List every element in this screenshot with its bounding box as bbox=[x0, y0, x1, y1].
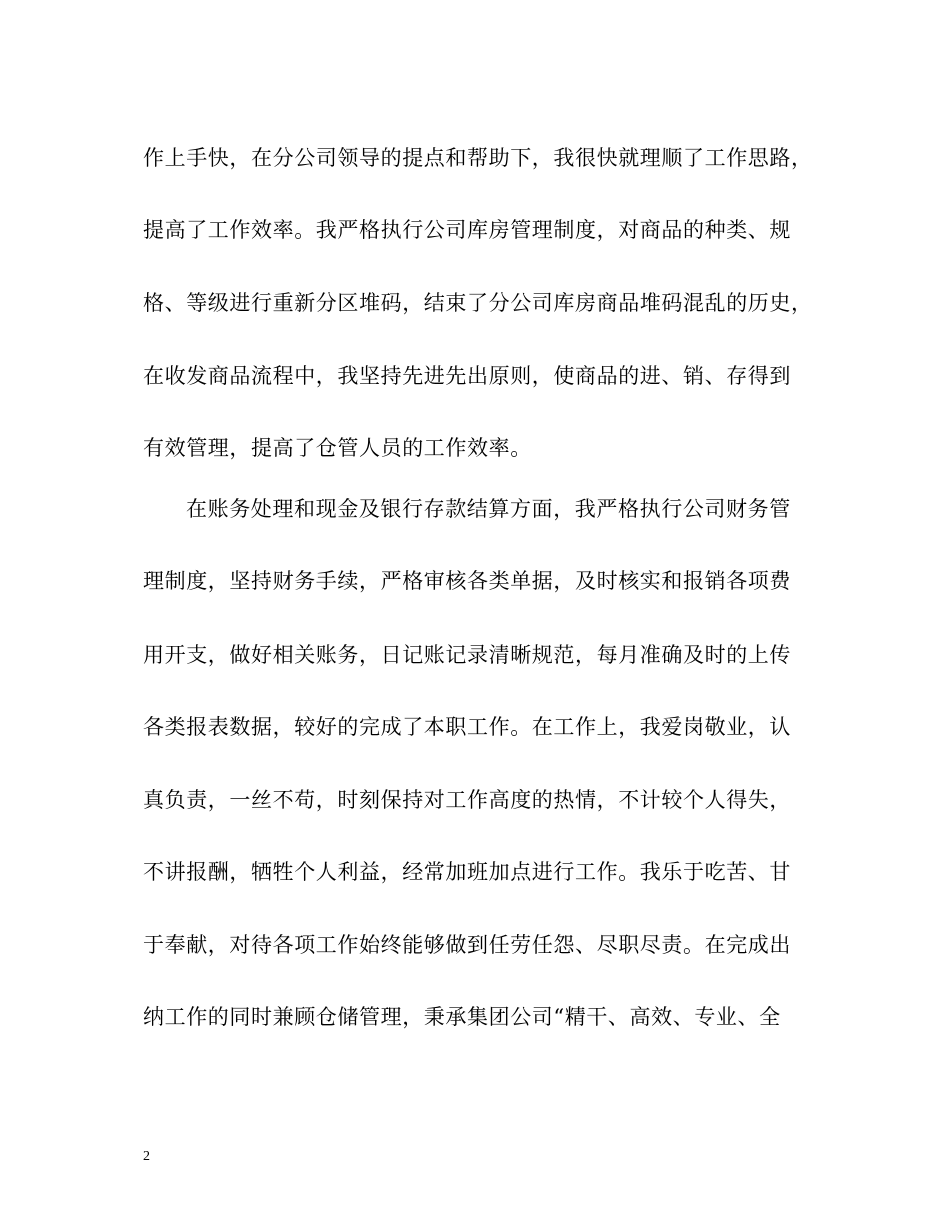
text-line: 用开支，做好相关账务，日记账记录清晰规范，每月准确及时的上传 bbox=[143, 643, 791, 667]
text-line: 有效管理，提高了仓管人员的工作效率。 bbox=[143, 436, 532, 460]
text-line: 不讲报酬，牺牲个人利益，经常加班加点进行工作。我乐于吃苦、甘 bbox=[143, 860, 791, 884]
text-line: 提高了工作效率。我严格执行公司库房管理制度，对商品的种类、规 bbox=[143, 218, 791, 242]
text-line: 各类报表数据，较好的完成了本职工作。在工作上，我爱岗敬业，认 bbox=[143, 715, 791, 739]
text-line: 理制度，坚持财务手续，严格审核各类单据，及时核实和报销各项费 bbox=[143, 569, 791, 593]
text-line: 于奉献，对待各项工作始终能够做到任劳任怨、尽职尽责。在完成出 bbox=[143, 933, 791, 957]
text-line: 格、等级进行重新分区堆码，结束了分公司库房商品堆码混乱的历史， bbox=[143, 291, 813, 315]
paragraph-first-line: 在账务处理和现金及银行存款结算方面，我严格执行公司财务管 bbox=[186, 497, 791, 521]
text-line: 在收发商品流程中，我坚持先进先出原则，使商品的进、销、存得到 bbox=[143, 364, 791, 388]
text-line: 纳工作的同时兼顾仓储管理，秉承集团公司“精干、高效、专业、全 bbox=[143, 1005, 781, 1029]
text-line: 作上手快，在分公司领导的提点和帮助下，我很快就理顺了工作思路， bbox=[143, 146, 813, 170]
page-number: 2 bbox=[143, 1149, 150, 1164]
text-line: 真负责，一丝不苟，时刻保持对工作高度的热情，不计较个人得失， bbox=[143, 788, 791, 812]
